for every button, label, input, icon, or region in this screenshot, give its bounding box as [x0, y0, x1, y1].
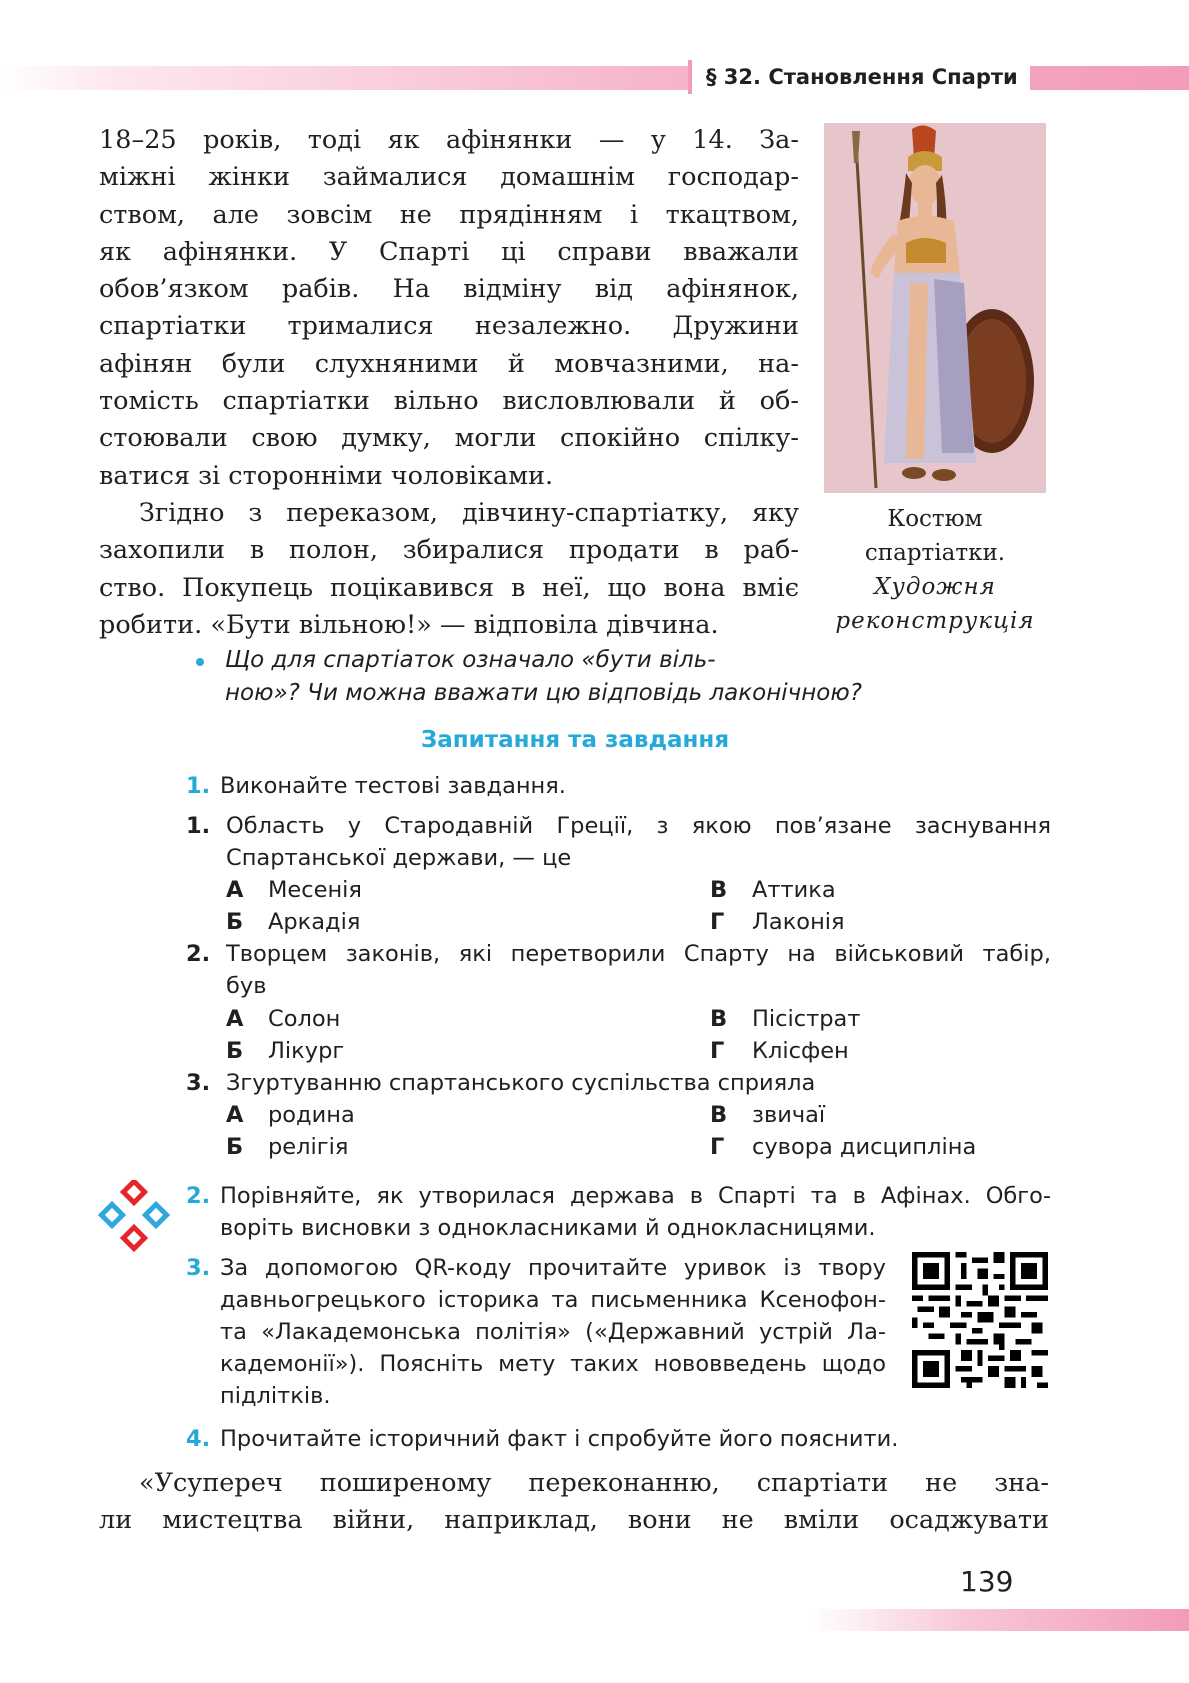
task-text: воріть висновки з однокласниками й однокласницями.: [220, 1215, 876, 1241]
page-number: 139: [960, 1565, 1014, 1598]
question-text: Область у Стародавній Греції, з якою пов’язане заснування: [226, 813, 1051, 839]
option-letter: В: [710, 1102, 728, 1128]
task-text: кадемонії»). Поясніть мету таких нововведень щодо: [220, 1351, 886, 1377]
question-number: 3.: [186, 1070, 211, 1096]
section-title: § 32. Становлення Спарти: [688, 60, 1030, 94]
option-text: Пісістрат: [752, 1006, 861, 1032]
option-letter: Г: [710, 909, 725, 935]
option-text: Лікург: [268, 1038, 345, 1064]
question-text: Спартанської держави, — це: [226, 845, 572, 871]
option-letter: Б: [226, 1134, 244, 1160]
answer-option[interactable]: [226, 874, 362, 906]
quote-line: «Усупереч поширеному переконанню, спартіати не зна-: [139, 1468, 1049, 1498]
task-text: Порівняйте, як утворилася держава в Спарті та в Афінах. Обго-: [220, 1183, 1051, 1209]
task-number: 4.: [186, 1426, 211, 1452]
task-text: Прочитайте історичний факт і спробуйте його пояснити.: [220, 1426, 899, 1452]
question-line: Що для спартіаток означало «бути віль-: [225, 647, 716, 673]
answer-option[interactable]: [710, 1099, 825, 1131]
bullet-question: [200, 644, 920, 710]
option-letter: А: [226, 877, 244, 903]
answer-option[interactable]: [710, 906, 845, 938]
option-letter: Г: [710, 1038, 725, 1064]
bullet-icon: [196, 658, 204, 666]
text-line: 18–25 років, тоді як афінянки — у 14. За-: [99, 125, 799, 155]
test-question-3: [186, 1067, 1051, 1099]
text-line: ством, але зовсім не прядінням і ткацтвом,: [99, 199, 799, 230]
qr-code-icon[interactable]: [912, 1252, 1048, 1388]
main-paragraph-1: [99, 122, 799, 495]
answer-option[interactable]: [226, 1099, 355, 1131]
answer-option[interactable]: [710, 1035, 849, 1067]
answer-option[interactable]: [226, 1003, 340, 1035]
text-line: міжні жінки займалися домашнім господар-: [99, 162, 799, 193]
task-number: 3.: [186, 1255, 211, 1281]
question-number: 2.: [186, 941, 211, 967]
task-2: [186, 1180, 1051, 1244]
task-1: [186, 770, 1051, 802]
answer-option[interactable]: [710, 1003, 860, 1035]
task-3: [186, 1252, 886, 1412]
task-text: підлітків.: [220, 1383, 331, 1409]
caption-line: Костюм: [887, 506, 983, 532]
spartan-woman-illustration: [824, 123, 1046, 493]
text-line: обов’язком рабів. На відміну від афінянок,: [99, 274, 799, 305]
text-line: спартіатки трималися незалежно. Дружини: [99, 311, 799, 342]
text-line: робити. «Бути вільною!» — відповіла дівчина.: [99, 609, 719, 640]
answer-option[interactable]: [226, 1035, 344, 1067]
question-text: Згуртуванню спартанського суспільства сприяла: [226, 1070, 816, 1096]
task-number: 1.: [186, 773, 211, 799]
option-text: Месенія: [268, 877, 362, 903]
option-text: Солон: [268, 1006, 341, 1032]
option-letter: Г: [710, 1134, 725, 1160]
option-text: релігія: [268, 1134, 349, 1160]
task-text: За допомогою QR-коду прочитайте уривок із твору: [220, 1255, 886, 1281]
task-text: Виконайте тестові завдання.: [220, 773, 566, 799]
question-line: ною»? Чи можна вважати цю відповідь лаконічною?: [225, 680, 862, 706]
test-question-2: [186, 938, 1051, 1002]
task-text: та «Лакадемонська політія» («Державний устрій Ла-: [220, 1319, 886, 1345]
option-text: Лаконія: [752, 909, 845, 935]
quote-line: ли мистецтва війни, наприклад, вони не вміли осаджувати: [99, 1505, 1049, 1535]
tasks-heading: Запитання та завдання: [420, 727, 730, 753]
text-line: захопили в полон, збиралися продати в раб-: [99, 535, 799, 566]
option-text: звичаї: [752, 1102, 826, 1128]
text-line: як афінянки. У Спарті ці справи вважали: [99, 236, 799, 267]
option-text: Аркадія: [268, 909, 361, 935]
option-letter: В: [710, 1006, 728, 1032]
spartan-woman-drawing: [824, 123, 1046, 493]
answer-option[interactable]: [710, 1131, 976, 1163]
text-line: ство. Покупець поцікавився в неї, що вона вміє: [99, 572, 799, 603]
figure-caption: [810, 502, 1060, 638]
text-line: томість спартіатки вільно висловлювали й об-: [99, 386, 799, 417]
answer-option[interactable]: [226, 1131, 348, 1163]
test-question-1: [186, 810, 1051, 874]
task-number: 2.: [186, 1183, 211, 1209]
option-letter: А: [226, 1102, 244, 1128]
option-text: родина: [268, 1102, 355, 1128]
option-letter: А: [226, 1006, 244, 1032]
option-text: сувора дисципліна: [752, 1134, 977, 1160]
question-text: був: [226, 973, 267, 999]
option-text: Клісфен: [752, 1038, 849, 1064]
task-text: давньогрецького історика та письменника Ксенофон-: [220, 1287, 886, 1313]
option-letter: Б: [226, 1038, 244, 1064]
question-number: 1.: [186, 813, 211, 839]
task-4: [186, 1423, 1051, 1455]
text-line: афінян були слухняними й мовчазними, на-: [99, 348, 799, 379]
text-line: Згідно з переказом, дівчину-спартіатку, яку: [139, 498, 799, 528]
question-text: Творцем законів, які перетворили Спарту на військовий табір,: [226, 941, 1051, 967]
option-letter: В: [710, 877, 728, 903]
answer-option[interactable]: [226, 906, 360, 938]
group-work-icon: [98, 1180, 182, 1252]
caption-line-italic: Художня: [874, 574, 996, 600]
text-line: стоювали свою думку, могли спокійно спілку-: [99, 423, 799, 454]
caption-line-italic: реконструкція: [835, 608, 1035, 634]
option-letter: Б: [226, 909, 244, 935]
text-line: ватися зі сторонніми чоловіками.: [99, 460, 554, 491]
option-text: Аттика: [752, 877, 836, 903]
footer-band: [810, 1609, 1189, 1631]
main-paragraph-2: [99, 495, 799, 644]
historical-quote: [99, 1465, 1049, 1539]
caption-line: спартіатки.: [864, 540, 1006, 566]
answer-option[interactable]: [710, 874, 836, 906]
